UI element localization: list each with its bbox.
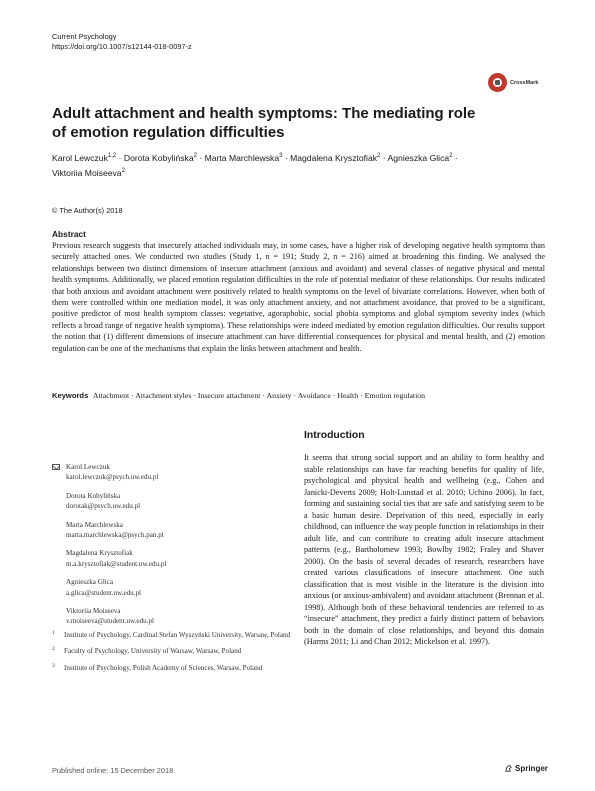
contact-email[interactable]: karol.lewczuk@psych.uw.edu.pl (66, 473, 159, 482)
contact-entry (52, 606, 292, 627)
affiliation-number: 2 (52, 646, 55, 653)
contact-email[interactable]: m.a.krysztofiak@student.uw.edu.pl (66, 559, 167, 568)
contact-name: Dorota Kobylińska (66, 491, 121, 500)
abstract-heading: Abstract (52, 229, 86, 239)
published-date: Published online: 15 December 2018 (52, 766, 174, 775)
contact-name: Magdalena Krysztofiak (66, 549, 133, 558)
copyright-notice: © The Author(s) 2018 (52, 206, 123, 215)
abstract-text: Previous research suggests that insecurely attached individuals may, in some cases, have a higher risk of developing negative health symptoms than securely attached ones. We conducted two studies (Study 1, n = 191; Study 2, n = 216) aimed at broadening this finding. We analysed the relationships between two distinct dimensions of insecure attachment (anxious and avoidant) and several classes of negative physical and mental health symptoms. Additionally, we placed emotion regulation difficulties in the role of potential mediator of these relationships. Our results indicated that both anxious and avoidant attachment were positively related to health symptoms on the level of bivariate correlations. However, when both of them were controlled within one mediation model, it was only attachment anxiety, and not attachment avoidance, that proved to be a significant, positive predictor of most health symptom classes: vegetative, agoraphobic, social phobia symptoms and global symptom severity index (which reflects a broad range of negative health symptoms). These relationships were indeed mediated by emotion regulation difficulties. Our results support the notion that (1) different dimensions of insecure attachment can have differential consequences for physical and mental health, and (2) emotion regulation can be one of the mechanisms that explain the links between attachment and health. (52, 241, 545, 353)
crossmark-icon (488, 73, 507, 92)
author-affiliation: 2 (449, 153, 453, 159)
author-name: Viktoriia Moiseeva (52, 167, 122, 178)
crossmark-label: CrossMark (510, 79, 539, 86)
affiliation-entry (52, 630, 302, 640)
journal-header (52, 32, 192, 52)
affiliations (52, 630, 302, 679)
contact-name: Marta Marchlewska (66, 520, 123, 529)
springer-horse-icon (504, 764, 513, 773)
author-name: Agnieszka Glica (387, 152, 450, 163)
affiliation-text: Institute of Psychology, Cardinal Stefan Wyszyński University, Warsaw, Poland (64, 631, 291, 639)
author-affiliation: 2 (121, 167, 125, 174)
contact-email[interactable]: v.moiseeva@student.uw.edu.pl (66, 617, 154, 626)
introduction-heading: Introduction (304, 430, 365, 441)
affiliation-text: Faculty of Psychology, University of Warsaw, Warsaw, Poland (64, 647, 242, 656)
affiliation-text: Institute of Psychology, Polish Academy of Sciences, Warsaw, Poland (64, 663, 263, 672)
contact-name: Viktoriia Moiseeva (66, 607, 121, 616)
envelope-icon (52, 464, 60, 470)
contact-entry (52, 548, 292, 569)
publisher-logo (504, 764, 548, 773)
contact-email[interactable]: a.glica@student.uw.edu.pl (66, 588, 142, 597)
article-title: Adult attachment and health symptoms: The mediating role of emotion regulation difficulties (52, 105, 476, 141)
affiliation-entry (52, 646, 302, 656)
introduction-text: It seems that strong social support and an ability to form healthy and stable relationships can have far reaching benefits for quality of life, psychological and physical health and wellbeing (e.g., Cohen and Janicki-Deverts 2009; Holt-Lunstad et al. 2010; Uchino 2006). In fact, forming and sustaining social ties that are safe and satisfying seem to be a basic human desire. Deprivation of this need, especially in early childhood, can influence the way people function in relationships in their adult life, and can contribute to creating adult insecure attachment patterns (e.g., Bartholomew 1993; Bowlby 1982; Fraley and Shaver 2000). On the basis of several decades of research, researchers have created various classifications of insecure attachment. One such classification that is most visible in the literature is the division into anxious (or anxious-ambivalent) and avoidant attachment (Brennan et al. 1998). Although both of these behavioral tendencies are referred to as “insecure” attachment, they predict a fairly distinct pattern of behaviors both in the domain of close relationships, and beyond this domain (Harms 2011; Li and Chan 2012; Mickelson et al. 1997). (304, 453, 544, 646)
keywords-line (52, 391, 545, 400)
author-contacts (52, 462, 292, 635)
affiliation-number: 3 (52, 662, 55, 669)
author-affiliation: 2 (193, 153, 197, 159)
journal-doi[interactable]: https://doi.org/10.1007/s12144-018-0097-z (52, 42, 192, 51)
contact-entry (52, 491, 292, 512)
affiliation-entry (52, 663, 302, 673)
affiliation-number: 1 (52, 630, 55, 636)
author-name: Magdalena Krysztofiak (290, 152, 378, 163)
crossmark-button[interactable] (488, 73, 538, 92)
contact-entry (52, 462, 292, 483)
author-name: Marta Marchlewska (204, 152, 280, 163)
contact-entry (52, 577, 292, 598)
author-affiliation: 2 (377, 153, 381, 159)
publisher-name: Springer (515, 764, 548, 773)
author-name: Dorota Kobylińska (123, 152, 194, 163)
author-affiliation: 3 (279, 153, 283, 159)
keywords-text: Attachment · Attachment styles · Insecure attachment · Anxiety · Avoidance · Health · Emotion regulation (92, 391, 426, 400)
author-affiliation: 1,2 (107, 153, 117, 159)
contact-email[interactable]: marta.marchlewska@psych.pan.pl (66, 531, 164, 540)
contact-name: Agnieszka Glica (66, 578, 114, 587)
journal-name: Current Psychology (52, 32, 117, 41)
contact-email[interactable]: dorotak@psych.uw.edu.pl (66, 502, 141, 511)
keywords-heading: Keywords (52, 391, 89, 400)
contact-entry (52, 520, 292, 541)
contact-name: Karol Lewczuk (66, 463, 110, 471)
author-list: Karol Lewczuk$^{1,2}$ · Dorota Kobylińska$^2$ · Marta Marchlewska$^3$ · Magdalena Krysztofiak$^2$ · Agnieszka Glica$^2$ · Viktoriia Moiseeva$^2$ (52, 152, 458, 178)
author-name: Karol Lewczuk (52, 152, 108, 163)
